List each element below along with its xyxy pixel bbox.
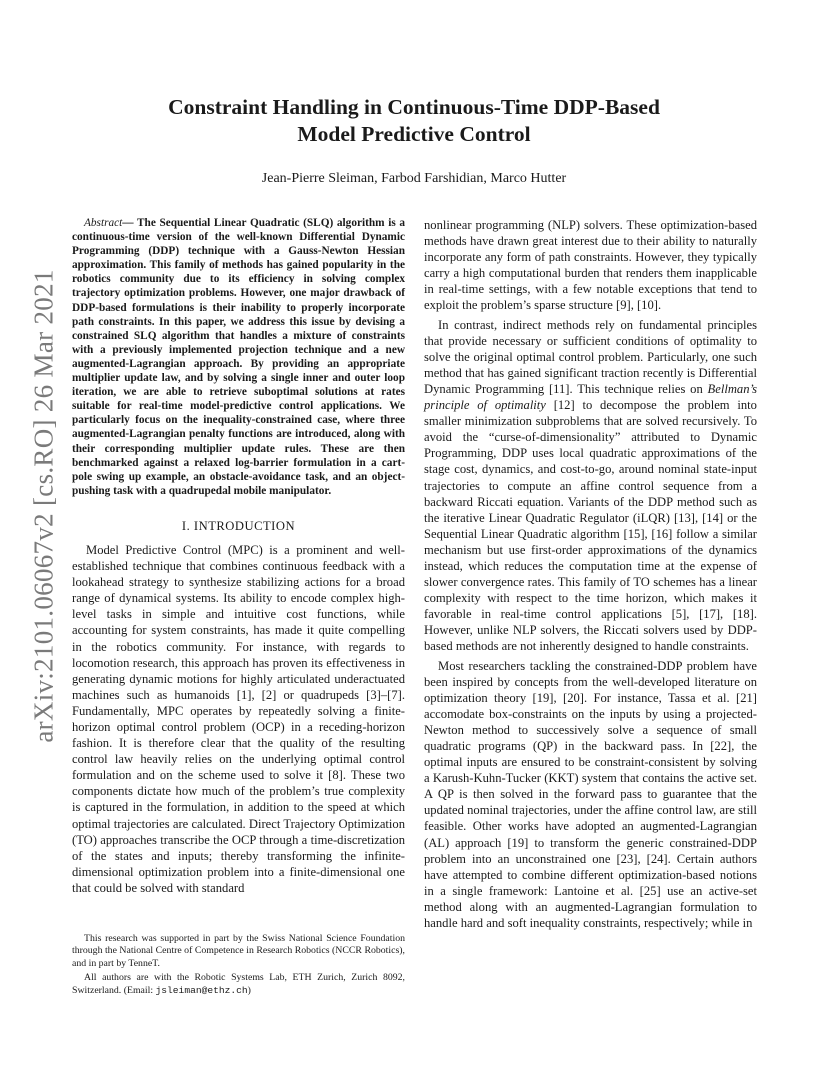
footnote-affiliation-close: ) [247, 984, 251, 996]
right-paragraph-2-part-a: In contrast, indirect methods rely on fundamental principles that provide necessary or sufficient conditions of optimality to solve the original optimal control problem. Particularly, one such method that has gained significant traction recently is Differential Dynamic Programming [11]. This technique relies on [424, 317, 757, 396]
footnote-affiliation-text: All authors are with the Robotic Systems Lab, ETH Zurich, Zurich 8092, Switzerland. (Email: [72, 972, 405, 996]
author-list: Jean-Pierre Sleiman, Farbod Farshidian, Marco Hutter [261, 171, 567, 186]
abstract [72, 216, 405, 498]
right-paragraph-1: nonlinear programming (NLP) solvers. These optimization-based methods have drawn great interest due to their ability to naturally incorporate any form of path constraints. However, they typically carry a high computational burden that renders them inapplicable in real-time settings, with a few notable exceptions that tend to exploit the problem’s sparse structure [9], [10]. [424, 218, 757, 313]
arxiv-identifier-text: arXiv:2101.06067v2 [cs.RO] 26 Mar 2021 [28, 269, 59, 743]
right-paragraph-2-part-b: [12] to decompose the problem into smaller minimization subproblems that are solved recursively. To avoid the “curse-of-dimensionality” attributed to Dynamic Programming, DDP uses local quadratic approximations of the stage cost, dynamics, and cost-to-go, around nominal state-input trajectories to compute an affine control sequence from a backward Riccati equation. Variants of the DDP method such as the iterative Linear Quadratic Regulator (iLQR) [13], [14] or the Sequential Linear Quadratic algorithm [15], [16] follow a similar mechanism but use first-order approximations of the dynamics instead, which reduces the computation time at the expense of slower convergence rates. This family of TO schemes has a linear complexity with respect to the time horizon, which makes it favorable in real-time control applications [5], [17], [18]. However, unlike NLP solvers, the Riccati solvers used by DDP-based methods are not inherently designed to handle constraints. [424, 398, 757, 654]
abstract-text: — The Sequential Linear Quadratic (SLQ) algorithm is a continuous-time version of the well-known Differential Dynamic Programming (DDP) technique with a Gauss-Newton Hessian approximation. This family of methods has gained popularity in the robotics community due to its efficiency in solving complex trajectory optimization problems. However, one major drawback of DDP-based formulations is their inability to properly incorporate path constraints. In this paper, we address this issue by devising a constrained SLQ algorithm that handles a mixture of constraints with a previously implemented projection technique and a new augmented-Lagrangian approach. By providing an appropriate multiplier update law, and by solving a single inner and outer loop iteration, we are able to retrieve suboptimal solutions at rates suitable for real-time model-predictive control applications. We particularly focus on the inequality-constrained case, where three augmented-Lagrangian penalty functions are introduced, along with their corresponding multiplier update rules. These are then benchmarked against a relaxed log-barrier formulation in a cart-pole swing up example, an obstacle-avoidance task, and an object-pushing task with a quadrupedal mobile manipulator. [72, 217, 405, 497]
intro-paragraph-1: Model Predictive Control (MPC) is a prominent and well-established technique that combines continuous feedback with a lookahead strategy to synthesize stabilizing actions for a broad range of dynamical systems. Its ability to encode complex high-level tasks in simple and intuitive cost functions, while accounting for system constraints, has made it quite compelling in the robotics community. For instance, with regards to locomotion research, this approach has proven its effectiveness in generating dynamic motions for highly articulated underactuated machines such as humanoids [1], [2] or quadrupeds [3]–[7]. Fundamentally, MPC operates by repeatedly solving a finite-horizon optimal control problem (OCP) in a receding-horizon fashion. It is therefore clear that the quality of the resulting control law heavily relies on the underlying optimal control formulation and on the scheme used to solve it [8]. These two components dictate how much of the problem’s true complexity is captured in the formulation, in addition to the speed at which optimal trajectories are calculated. Direct Trajectory Optimization (TO) approaches transcribe the OCP through a time-discretization of the states and inputs; thereby transforming the infinite-dimensional optimization problem into a finite-dimensional one that could be solved with standard [72, 542, 405, 895]
left-column [72, 216, 405, 896]
right-column [424, 217, 757, 931]
paper-title-line-2: Model Predictive Control [297, 122, 531, 146]
right-paragraph-2 [424, 317, 757, 655]
paper-title [100, 94, 728, 148]
abstract-label: Abstract [84, 217, 123, 229]
footnote-affiliation [72, 972, 405, 997]
bellman-principle-emphasis: Bellman’s principle of optimality [424, 381, 757, 413]
section-heading-introduction: I. INTRODUCTION [181, 518, 296, 533]
paper-title-line-1: Constraint Handling in Continuous-Time DDP-Based [168, 95, 660, 119]
author-email-link[interactable]: jsleiman@ethz.ch [155, 984, 248, 996]
arxiv-identifier-watermark [22, 269, 66, 743]
right-paragraph-3: Most researchers tackling the constrained-DDP problem have been inspired by concepts from the well-developed literature on optimization theory [19], [20]. For instance, Tassa et al. [21] accomodate box-constraints on the inputs by using a projected-Newton method to successively solve a sequence of small quadratic programs (QP) in the backward pass. In [22], the optimal inputs are ensured to be constraint-consistent by solving a Karush-Kuhn-Tucker (KKT) system that contains the active set. A QP is then solved in the forward pass to guarantee that the updated nominal trajectories, under the affine control law, are still feasible. Other works have adopted an augmented-Lagrangian (AL) approach [19] to transform the generic constrained-DDP problem into an unconstrained one [23], [24]. Certain authors have attempted to combine different optimization-based notions in a single framework: Lantoine et al. [25] use an active-set method along with an augmented-Lagrangian formulation to handle hard and soft inequality constraints, respectively; while in [424, 658, 757, 931]
footnotes [72, 933, 405, 997]
footnote-funding: This research was supported in part by the Swiss National Science Foundation through the National Centre of Competence in Research Robotics (NCCR Robotics), and in part by TenneT. [72, 933, 405, 969]
